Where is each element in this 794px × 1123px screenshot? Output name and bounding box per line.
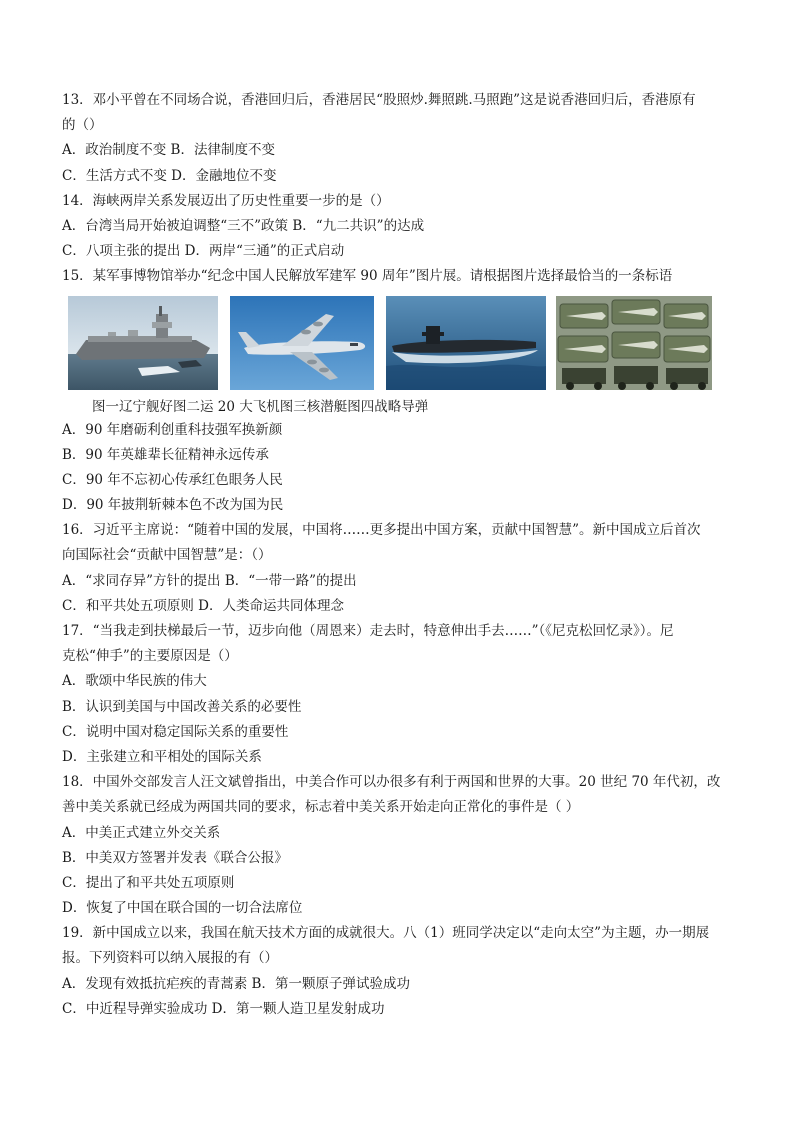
q18-option-c: C．提出了和平共处五项原则 [62, 874, 235, 891]
q17-stem-line2: 克松“伸手”的主要原因是（） [62, 648, 238, 665]
q15-image-caption: 图一辽宁舰好图二运 20 大飞机图三核潜艇图四战略导弹 [92, 398, 429, 415]
exam-page [62, 88, 734, 1022]
q16-options-cd: C．和平共处五项原则 D．人类命运共同体理念 [62, 597, 344, 614]
q19-stem-line1: 19．新中国成立以来，我国在航天技术方面的成就很大。八（1）班同学决定以“走向太空”为主题，办一期展 [62, 925, 710, 942]
q17-option-d: D．主张建立和平相处的国际关系 [62, 748, 262, 765]
q19-stem-line2: 报。下列资料可以纳入展报的有（） [62, 950, 278, 967]
q19-options-cd: C．中近程导弹实验成功 D．第一颗人造卫星发射成功 [62, 1000, 385, 1017]
aircraft-carrier-photo [68, 296, 218, 390]
q17-stem-line1: 17．“当我走到扶梯最后一节，迈步向他（周恩来）走去时，特意伸出手去……”（《尼克松回忆录》）。尼 [62, 623, 674, 639]
q13-stem-line2: 的（） [62, 117, 103, 134]
q15-image-row [62, 292, 734, 396]
q18-option-a: A．中美正式建立外交关系 [62, 824, 221, 841]
q15-option-c: C．90 年不忘初心传承红色眼务人民 [62, 471, 283, 488]
q13-options-cd: C．生活方式不变 D．金融地位不变 [62, 167, 277, 184]
q15-option-d: D．90 年披荆斩棘本色不改为国为民 [62, 497, 284, 514]
q14-stem: 14．海峡两岸关系发展迈出了历史性重要一步的是（） [62, 192, 390, 209]
q18-stem-line2: 善中美关系就已经成为两国共同的要求，标志着中美关系开始走向正常化的事件是（ ） [62, 799, 580, 816]
q16-stem-line2: 向国际社会“贡献中国智慧”是：（） [62, 547, 272, 564]
q14-options-cd: C．八项主张的提出 D．两岸“三通”的正式启动 [62, 243, 345, 260]
transport-plane-photo [230, 296, 374, 390]
q15-option-a: A．90 年磨砺利创重科技强军换新颜 [62, 421, 283, 438]
q19-options-ab: A．发现有效抵抗疟疾的青蒿素 B．第一颗原子弹试验成功 [62, 975, 410, 992]
q17-option-c: C．说明中国对稳定国际关系的重要性 [62, 723, 289, 740]
q18-option-d: D．恢复了中国在联合国的一切合法席位 [62, 900, 303, 917]
q16-options-ab: A．“求同存异”方针的提出 B．“一带一路”的提出 [62, 572, 357, 589]
q18-option-b: B．中美双方签署并发表《联合公报》 [62, 849, 288, 866]
q13-options-ab: A．政治制度不变 B．法律制度不变 [62, 142, 275, 159]
strategic-missile-photo [556, 296, 712, 390]
q17-option-a: A．歌颂中华民族的伟大 [62, 673, 207, 690]
q17-option-b: B．认识到美国与中国改善关系的必要性 [62, 698, 302, 715]
q18-stem-line1: 18．中国外交部发言人汪文斌曾指出，中美合作可以办很多有利于两国和世界的大事。20 世纪 70 年代初，改 [62, 774, 721, 791]
q15-option-b: B．90 年英雄辈长征精神永远传承 [62, 446, 269, 463]
q15-stem: 15．某军事博物馆举办“纪念中国人民解放军建军 90 周年”图片展。请根据图片选择最恰当的一条标语 [62, 268, 673, 285]
nuclear-submarine-photo [386, 296, 546, 390]
q14-options-ab: A．台湾当局开始被迫调整“三不”政策 B．“九二共识”的达成 [62, 217, 425, 234]
q13-stem-line1: 13．邓小平曾在不同场合说，香港回归后，香港居民“股照炒.舞照跳.马照跑”这是说香港回归后，香港原有 [62, 92, 696, 108]
q16-stem-line1: 16．习近平主席说：“随着中国的发展，中国将……更多提出中国方案，贡献中国智慧”。新中国成立后首次 [62, 522, 701, 539]
